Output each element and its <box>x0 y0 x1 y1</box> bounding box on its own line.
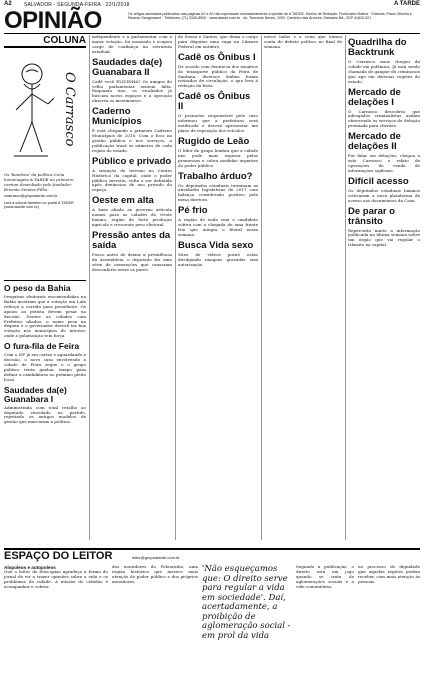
letter-headline: Alopoleos e autopoleos <box>4 565 56 570</box>
letter-body: Que o leitor de fotocopias agradeça a forma do jornal de vir a trazer opiniões sobre a vida e os problemas da cidade. A missão do cidadão é acompanhar e cobrar. <box>4 569 108 589</box>
headline: Mercado de delações I <box>348 86 401 108</box>
espaco-do-leitor-header <box>4 548 420 564</box>
section-title: OPINIÃO <box>4 7 102 34</box>
letters-column-3 <box>296 565 354 590</box>
headline: Público e privado <box>92 155 172 167</box>
headline: Saudades da(e) Guanabara II <box>92 56 163 78</box>
article-body: Os deputados estaduais terminam as atividades legislativas de 2017 com balanço considerado positivo pela mesa diretora. <box>178 182 258 203</box>
article-body: A situação do terreno no Centro Histórico da capital, onde o poder público investiu, volta a ser debatida após denúncias de uso privado do espaço. <box>92 167 172 193</box>
article-body: Pouco antes de deixar a presidência da Assembleia, o deputado fez uma série de nomeações que causaram desconforto entre os pares. <box>92 251 172 272</box>
column-4a <box>264 35 342 50</box>
headline: Mercado de delações II <box>348 131 401 153</box>
cartoon-caption: Os 'bonitões' da política Cena homenageia A TARDE no primeiro cartum desenhado pelo fundador Ernesto Simões Filho <box>4 172 74 192</box>
edition-date: SALVADOR · SEGUNDA-FEIRA · 22/1/2018 <box>24 2 130 8</box>
article-body: Pesquisas eleitorais encomendadas na Bahia mostram que a votação em Lula reforça a corrida para presidente. Os apoios ao petista devem pesar na decisão. Dentre as cidades com Prefeitos aliados, o nome pesa na disputa e o governador deverá ter boa votação nos municípios do interior, onde a polarização tem força. <box>4 294 86 339</box>
coluna-portal-note: Leia a coluna também no portal A TARDE (www.atarde.com.br) <box>4 200 74 210</box>
pull-quote <box>202 565 292 641</box>
article-body: Cadê você ELIVINHA? Os amigos do velho parlamentar sentem falta. Enquanto isso, os ex-aliados já buscam novos espaços e a oposição observa os movimentos. <box>92 78 172 104</box>
coluna-sidebar <box>4 35 86 277</box>
article-body: independente e a parlamentar com a maior votação, foi nomeado e ocupou cargo de confiança na estrutura estadual. <box>92 34 172 54</box>
headline: O peso da Bahia <box>4 283 71 293</box>
letters-column-4 <box>358 565 420 585</box>
letters-column-2 <box>112 565 198 585</box>
espaco-title: ESPAÇO DO LEITOR <box>4 550 113 562</box>
column-2 <box>92 35 172 272</box>
signature-text: O Carrasco <box>62 72 77 147</box>
article-body: O líder do grupo lembra que a cidade não pode mais esperar pelas promessas e cobra medidas urgentes do poder público. <box>178 147 258 168</box>
article-body: A base aliada ao governo articula nomes para as cidades do Oeste baiano, região de forte produção agrícola e crescente peso eleitoral. <box>92 207 172 227</box>
headline: Cadê os Ônibus I <box>178 51 256 63</box>
headline: Busca Vida sexo <box>178 239 254 251</box>
headline: Trabalho árduo? <box>178 170 253 182</box>
espaco-email[interactable]: leitor@grupoatarde.com.br <box>132 555 180 560</box>
cartoon-illustration <box>4 52 86 170</box>
headline: Quadrilha do Backtrunk <box>348 37 407 58</box>
coluna-title: COLUNA <box>4 35 86 48</box>
article-body: De acordo com denúncia dos usuários do transporte público da Feira de Santana, diversos ônibus foram retirados de circulação, o que leva à redução da frota. <box>178 63 258 89</box>
headline: Difícil acesso <box>348 175 409 187</box>
coluna-email[interactable]: ocarrasco@grupoatarde.com.br <box>4 194 58 198</box>
article-body: Repercutiu muito a informação publicada na última semana sobre um órgão que vai regular o trânsito na capital. <box>348 227 420 248</box>
headline: Caderno Municípios <box>92 106 142 128</box>
article-body: Os deputados estaduais baianos criticaram a nova plataforma de acesso aos documentos da Casa. <box>348 187 420 203</box>
brand-name: A TARDE <box>394 1 420 7</box>
letters-column-1 <box>4 565 108 590</box>
letter-body: Segundo a publicação, o direito está em jogo quando se trata de aglomerações sociais e a vida comunitária. <box>296 564 354 589</box>
headline: Oeste em alta <box>92 195 154 207</box>
cartoon-drawing <box>4 52 86 170</box>
column-1 <box>4 278 86 425</box>
column-3 <box>178 35 258 267</box>
article-body: de Souza e Santos, que deixa o cargo para disputar uma vaga na Câmara Federal em outubro. <box>178 34 258 49</box>
article-body: O Carrasco mais chegou da cidade em polêmica. Já está sendo chamada de gangue de criminosos que age em diversas regiões do estado. <box>348 59 420 84</box>
article-body: O promotor responsável pelo caso informou que a prefeitura será notificada e deverá apresentar um plano de reposição dos veículos. <box>178 113 258 133</box>
headline: Pressão antes da saída <box>92 229 171 251</box>
article-body: Por falar em delações, chegou a este Carrasco o relato de operações de venda de informações sigilosas. <box>348 153 420 173</box>
article-body: Sites de vídeos pornô estão divulgando imagens gravadas sem autorização. <box>178 251 258 267</box>
page-number: A2 <box>4 1 12 7</box>
letter-body: no processo de dignidade que aquelas regiões podem receber, com mais atenção às pessoas. <box>358 564 420 584</box>
headline: De parar o trânsito <box>348 205 395 227</box>
headline: Pé frio <box>178 205 208 217</box>
headline: Rugido de Leão <box>178 135 250 147</box>
headline: O fura-fila de Feira <box>4 341 80 352</box>
article-body: novos lados e a cena que tomou conta do debate político no final de semana. <box>264 34 342 49</box>
article-body: A região de onde vem o candidato sofreu com a chegada de uma frente fria que atingiu o litoral nesta semana. <box>178 217 258 237</box>
article-body: Com o NF já em cartaz e aguardando a decisão, o novo caso envolvendo a cidade de Feira segue e o grupo político tenta ganhar tempo para definir a candidatura no próximo pleito local. <box>4 352 86 382</box>
pull-quote-text: 'Não esqueçamos que: O direito serve para regular a vida em sociedade'. Daí, acertadamente, a proibição de aglomeração social - em prol da vida <box>202 564 291 641</box>
column-4 <box>348 35 420 248</box>
headline: Cadê os Ônibus II <box>178 91 251 113</box>
section-header <box>4 9 420 34</box>
article-body: É está chegando o primeiro Caderno Municípios de 2018. Com o foco na gestão pública e nos serviços, a publicação trará os números de cada região do estado. <box>92 128 172 153</box>
headline: Saudades da(e) Guanabara I <box>4 384 67 404</box>
letter-body: dos moradores do Pelourinho, uma região histórica que merece mais atenção do poder público e dos próprios moradores. <box>112 564 198 584</box>
article-body: O Carrasco descobriu que advogados criminalistas andam oferecendo os serviços de delação premiada para clientes. <box>348 108 420 129</box>
editorial-note: Os artigos assinados publicados nas páginas A2 e A3 não expressam necessariamente a opinião de A TARDE. Diretor de Redação: Florisvaldo Mattos · Editores: Paulo Oliveira e Ricardo Sangiovanni · Telefones: (71) 3340-8500 · www.atarde.com.br · Av. Tancredo Neves, 1092, Caminho das Árvores, Salvador-BA, CEP 41820-021 <box>128 12 412 21</box>
article-body: Administrada com total retalho ao deputado vinculado ao partido, repetindo os antigos modelos de gestão que marcaram a política. <box>4 404 86 425</box>
